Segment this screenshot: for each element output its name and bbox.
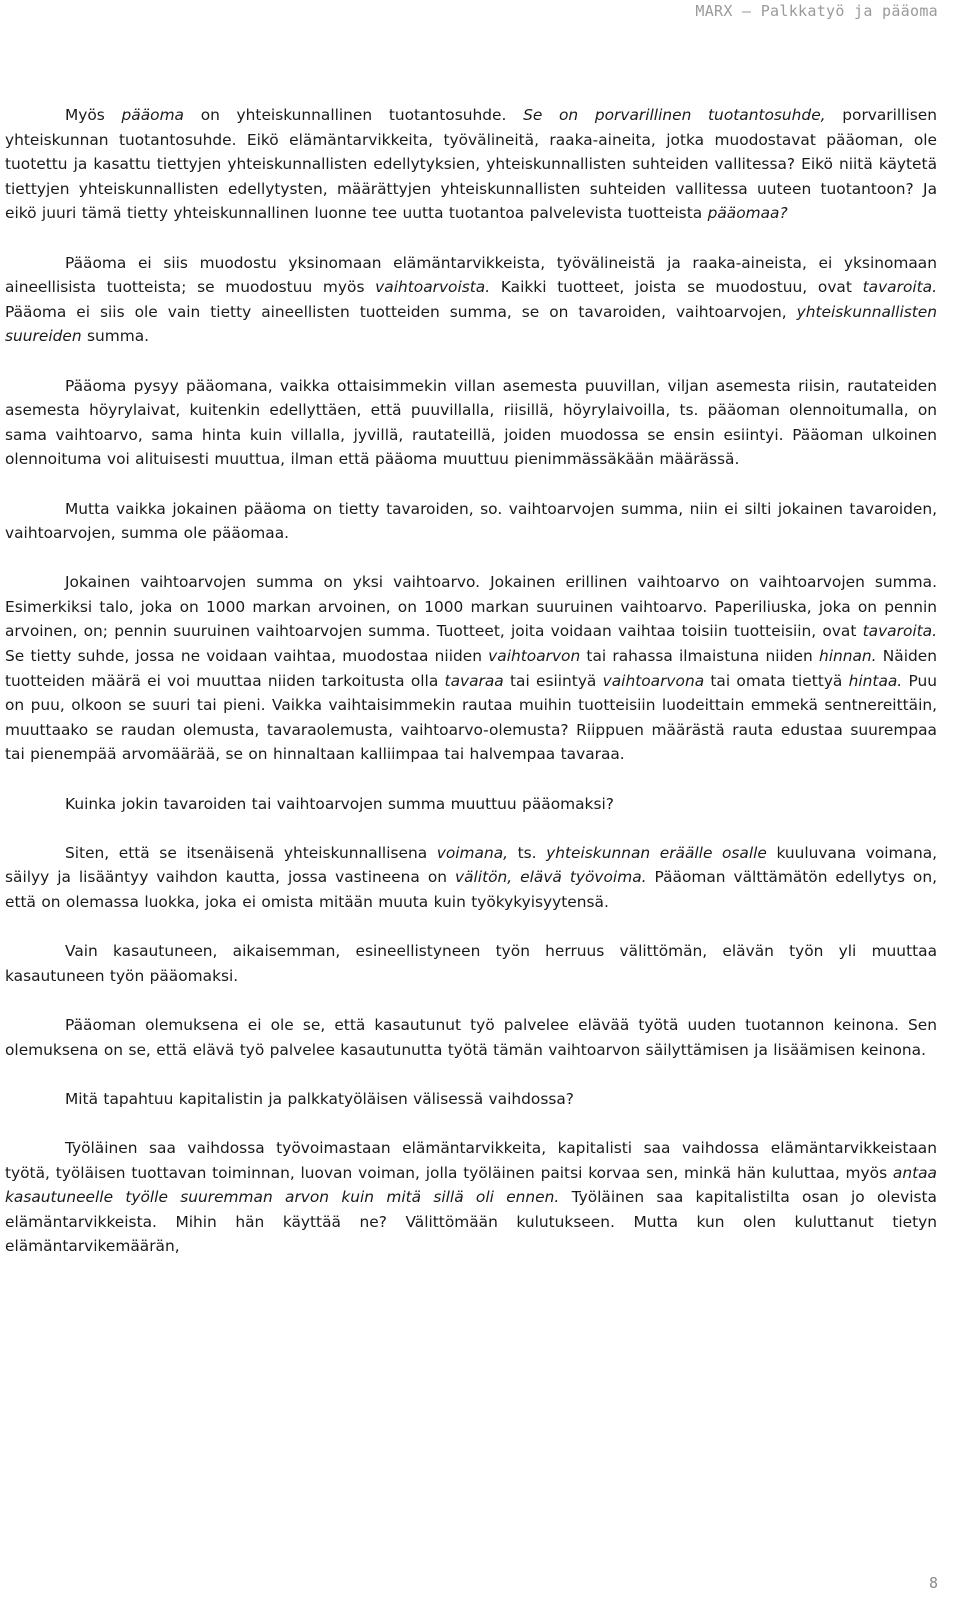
text-run: Myös (65, 106, 122, 124)
text-run: Jokainen vaihtoarvojen summa on yksi vaihtoarvo. Jokainen erillinen vaihtoarvo on vaihtoarvojen summa. Esimerkiksi talo, joka on 1000 markan arvoinen, on 1000 markan suuruinen vaihtoarvo. Paperiliuska, joka on pennin arvoinen, on; pennin suuruinen vaihtoarvojen summa. Tuotteet, joita voidaan vaihtaa toisiin tuotteisiin, ovat (5, 573, 937, 641)
text-run: Pääoma ei siis muodostu yksinomaan elämäntarvikkeista, työvälineistä ja raaka-aineista, ei yksinomaan aineellisista tuotteista; se muodostuu myös (5, 253, 937, 297)
paragraph (5, 1087, 937, 1112)
text-run: on yhteiskunnallinen tuotantosuhde. (184, 106, 524, 124)
paragraph (5, 103, 937, 226)
emphasized-text: tavaraa (444, 671, 504, 690)
emphasized-text: hinnan. (818, 647, 877, 666)
emphasized-text: vaihtoarvon (488, 647, 581, 666)
text-run: Mitä tapahtuu kapitalistin ja palkkatyöläisen välisessä vaihdossa? (65, 1089, 574, 1108)
emphasized-text: pääoma (121, 106, 184, 124)
emphasized-text: hintaa. (848, 671, 903, 690)
text-run: tai omata tiettyä (704, 671, 849, 690)
paragraph (5, 1136, 937, 1259)
text-run: Pääoman olemuksena ei ole se, että kasautunut työ palvelee elävää työtä uuden tuotannon keinona. Sen olemuksena on se, että elävä työ palvelee kasautunutta työtä tämän vaihtoarvon säilyttämisen ja lisäämisen keinona. (5, 1015, 937, 1059)
page-number: 8 (928, 1574, 938, 1592)
text-run: kuuluvana voimana, säilyy ja lisääntyy vaihdon kautta, jossa vastineena on (5, 843, 938, 887)
paragraph (5, 497, 937, 546)
text-run: porvarillisen yhteiskunnan tuotantosuhde. Eikö elämäntarvikkeita, työvälineitä, raaka-aineita, jotka muodostavat pääoman, ole tuotettu ja kasattu tiettyjen yhteiskunnallisten edellytyksien, yhteiskunnallisten suhteiden vallitessa? Eikö niitä käytetä tiettyjen yhteiskunnallisten edellytysten, määrättyjen yhteiskunnallisten suhteiden vallitessa uuteen tuotantoon? Ja eikö juuri tämä tietty yhteiskunnallinen luonne tee uutta tuotantoa palvelevista tuotteista (5, 106, 937, 223)
emphasized-text: vaihtoarvoista. (375, 278, 491, 297)
emphasized-text: välitön, elävä työvoima. (454, 868, 647, 887)
text-run: Pääoman välttämätön edellytys on, että on olemassa luokka, joka ei omista mitään muuta kuin työkykyisyytensä. (5, 868, 937, 911)
text-run: Se tietty suhde, jossa ne voidaan vaihtaa, muodostaa niiden (5, 647, 489, 666)
text-run: Mutta vaikka jokainen pääoma on tietty tavaroiden, so. vaihtoarvojen summa, niin ei silti jokainen tavaroiden, vaihtoarvojen, summa ole pääomaa. (5, 499, 937, 543)
paragraph (5, 841, 937, 915)
emphasized-text: tavaroita. (862, 278, 937, 297)
text-run: ts. (508, 843, 547, 862)
paragraph (5, 939, 937, 988)
text-run: tai esiintyä (503, 671, 603, 690)
text-run: Pääoma pysyy pääomana, vaikka ottaisimmekin villan asemesta puuvillan, viljan asemesta riisin, rautateiden asemesta höyrylaivat, kuitenkin edellyttäen, että puuvillalla, riisillä, höyrylaivoilla, ts. pääoman olennoitumalla, on sama vaihtoarvo, sama hinta kuin villalla, jyvillä, rautateillä, joiden muodossa se ensin esiintyi. Pääoman ulkoinen olennoituma voi alituisesti muuttua, ilman että pääoma muuttuu pienimmässäkään määrässä. (5, 376, 937, 469)
emphasized-text: vaihtoarvona (602, 671, 705, 690)
emphasized-text: tavaroita. (862, 622, 937, 641)
text-run: Työläinen saa kapitalistilta osan jo olevista elämäntarvikkeista. Mihin hän käyttää ne? Välittömään kulutukseen. Mutta kun olen kuluttanut tietyn elämäntarvikemäärän, (5, 1188, 937, 1256)
emphasized-text: antaa kasautuneelle työlle suuremman arvon kuin mitä sillä oli ennen. (5, 1163, 937, 1207)
paragraph (5, 792, 937, 817)
paragraph (5, 251, 937, 349)
emphasized-text: voimana, (436, 843, 509, 862)
text-run: Työläinen saa vaihdossa työvoimastaan elämäntarvikkeita, kapitalisti saa vaihdossa elämäntarvikkeistaan työtä, työläisen tuottavan toiminnan, luovan voiman, jolla työläinen paitsi korvaa sen, minkä hän kuluttaa, myös (5, 1138, 937, 1182)
text-run: summa. (81, 327, 150, 346)
text-run: Kuinka jokin tavaroiden tai vaihtoarvojen summa muuttuu pääomaksi? (65, 794, 614, 813)
text-run: Siten, että se itsenäisenä yhteiskunnallisena (65, 843, 437, 862)
text-run: Pääoma ei siis ole vain tietty aineellisten tuotteiden summa, se on tavaroiden, vaihtoarvojen, (5, 302, 797, 321)
text-run: Puu on puu, olkoon se suuri tai pieni. Vaikka vaihtaisimmekin rautaa muihin tuotteisiin luodeittain emmekä sentnereittäin, muuttaako se raudan olemusta, tavaraolemusta, vaihtoarvo-olemusta? Riippuen määrästä rauta edustaa suurempaa tai pienempää arvomäärää, se on hinnaltaan kalliimpaa tai halvempaa tavaraa. (5, 671, 937, 764)
text-run: Näiden tuotteiden määrä ei voi muuttaa niiden tarkoitusta olla (5, 647, 937, 690)
paragraph (5, 1013, 937, 1062)
emphasized-text: yhteiskunnallisten suureiden (5, 302, 937, 346)
emphasized-text: yhteiskunnan eräälle osalle (546, 843, 767, 862)
paragraph (5, 570, 937, 767)
text-run: Vain kasautuneen, aikaisemman, esineellistyneen työn herruus välittömän, elävän työn yli muuttaa kasautuneen työn pääomaksi. (5, 942, 937, 985)
emphasized-text: Se on porvarillinen tuotantosuhde, (523, 106, 826, 124)
body-text (5, 103, 937, 1284)
paragraph (5, 374, 937, 472)
emphasized-text: pääomaa? (707, 204, 788, 223)
text-run: Kaikki tuotteet, joista se muodostuu, ovat (490, 278, 863, 297)
text-run: tai rahassa ilmaistuna niiden (580, 647, 819, 666)
running-header: MARX – Palkkatyö ja pääoma (695, 2, 938, 20)
